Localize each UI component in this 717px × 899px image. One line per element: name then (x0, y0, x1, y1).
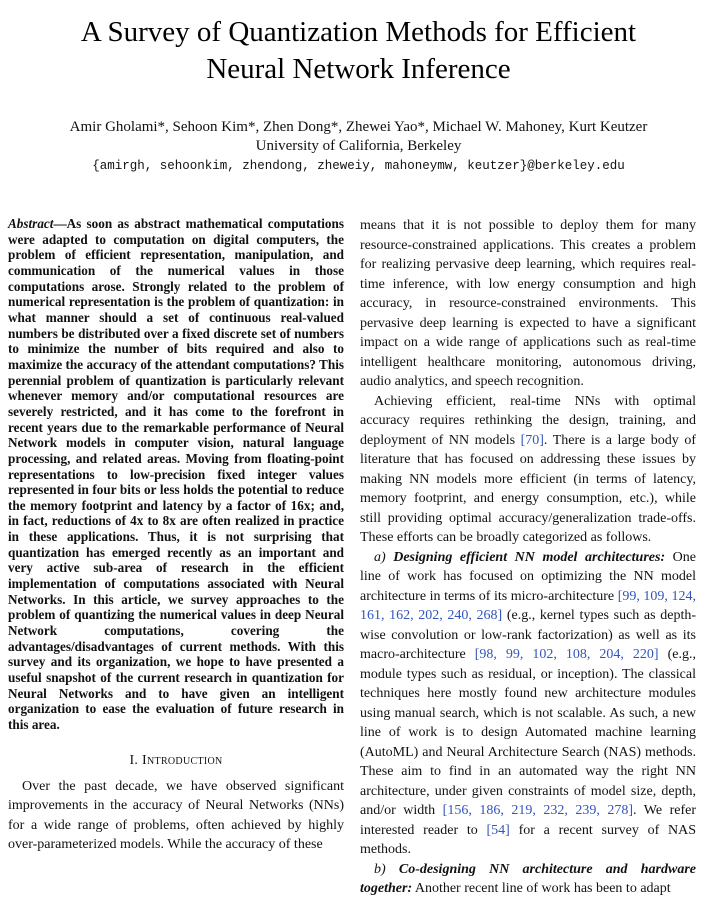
paragraph-text: One line of work has focused on optimizing the NN model architecture in terms of its micro-architecture (360, 549, 696, 604)
paragraph-text: Another recent line of work has been to adapt (412, 881, 671, 896)
intro-paragraph-2 (360, 392, 696, 548)
citation-link[interactable]: [156, 186, 219, 232, 239, 278] (442, 803, 634, 818)
paragraph-heading (393, 550, 665, 565)
title-line-2: Neural Network Inference (206, 53, 511, 85)
abstract (8, 216, 344, 733)
paragraph-text: Achieving efficient, real-time NNs with optimal accuracy requires rethinking the design, training, and deployment of NN models (360, 393, 696, 448)
paragraph-heading-text: Designing efficient NN model architectures: (393, 549, 666, 565)
paragraph-codesign (360, 860, 696, 899)
section-title: Introduction (142, 752, 223, 768)
paragraph-text: (e.g., kernel types such as depth-wise convolution or low-rank factorization) as well as its macro-architecture (360, 608, 696, 662)
author-list: Amir Gholami*, Sehoon Kim*, Zhen Dong*, Zhewei Yao*, Michael W. Mahoney, Kurt Keutzer (69, 119, 648, 135)
author-emails: {amirgh, sehoonkim, zhendong, zheweiy, mahoneymw, keutzer}@berkeley.edu (92, 159, 625, 173)
affiliation: University of California, Berkeley (255, 138, 462, 154)
paragraph-text: for a recent survey of NAS methods. (360, 822, 696, 857)
paragraph-efficient-architectures (360, 548, 696, 860)
section-number: I. (129, 752, 139, 768)
left-column (8, 216, 344, 855)
abstract-text: —As soon as abstract mathematical computations were adapted to computation on digital computers, the problem of efficient representation, manipulation, and communication of the numerical values in those computations arose. Strongly related to the problem of numerical representation is the problem of quantization: in what manner should a set of continuous real-valued numbers be distributed over a fixed discrete set of numbers to minimize the number of bits required and also to maximize the accuracy of the attendant computations? This perennial problem of quantization is particularly relevant whenever memory and/or computational resources are severely restricted, and it has come to the forefront in recent years due to the remarkable performance of Neural Network models in computer vision, natural language processing, and related areas. Moving from floating-point representations to low-precision fixed integer values represented in four bits or less holds the potential to reduce the memory footprint and latency by a factor of 16x; and, in fact, reductions of 4x to 8x are often realized in practice in these applications. Thus, it is not surprising that quantization has emerged recently as an important and very active sub-area of research in the efficient implementation of computations associated with Neural Networks. In this article, we survey approaches to the problem of quantizing the numerical values in deep Neural Network computations, covering the advantages/disadvantages of current methods. With this survey and its organization, we hope to have presented a useful snapshot of the current research in quantization for Neural Networks and to have given an intelligent organization to ease the evaluation of future research in this area. (8, 216, 344, 732)
intro-paragraph-1: Over the past decade, we have observed significant improvements in the accuracy of Neural Networks (NNs) for a wide range of problems, often achieved by highly over-parameterized models. While the accuracy of these (8, 778, 344, 853)
citation-link[interactable]: [98, 99, 102, 108, 204, 220] (474, 647, 659, 662)
paragraph-text: . We refer interested reader to (360, 803, 697, 838)
title-line-1: A Survey of Quantization Methods for Efficient (80, 16, 637, 48)
intro-paragraph-continued: means that it is not possible to deploy them for many resource-constrained applications. This creates a problem for realizing pervasive deep learning, which requires real-time inference, with low energy consumption and high accuracy, in resource-constrained environments. This pervasive deep learning is expected to have a significant impact on a wide range of applications such as real-time intelligent healthcare monitoring, autonomous driving, audio analytics, and speech recognition. (360, 218, 696, 389)
paragraph-label: a) (374, 549, 394, 565)
right-column (360, 216, 696, 899)
paper-title (0, 14, 717, 88)
citation-link[interactable]: [70] (520, 432, 544, 448)
citation-link[interactable]: [54] (486, 822, 510, 838)
paragraph-heading-text: Co-designing NN architecture and hardware together: (360, 861, 697, 896)
paragraph-label: b) (374, 861, 399, 877)
abstract-lead: Abstract (8, 216, 54, 231)
paragraph-text: . There is a large body of literature that has focused on addressing these issues by making NN models more efficient (in terms of latency, memory footprint, and energy consumption, etc.), while still providing optimal accuracy/generalization trade-offs. These efforts can be broadly categorized as follows. (360, 432, 696, 545)
citation-link[interactable]: [99, 109, 124, 161, 162, 202, 240, 268] (360, 588, 696, 623)
paragraph-text: (e.g., module types such as residual, or inception). The classical techniques here mostly found new architecture modules using manual search, which is not scalable. As such, a new line of work is to design Automated machine learning (AutoML) and Neural Architecture Search (NAS) methods. These aim to find in an automated way the right NN architecture, under given constraints of model size, depth, and/or width (360, 647, 696, 818)
section-heading-introduction (8, 753, 344, 769)
